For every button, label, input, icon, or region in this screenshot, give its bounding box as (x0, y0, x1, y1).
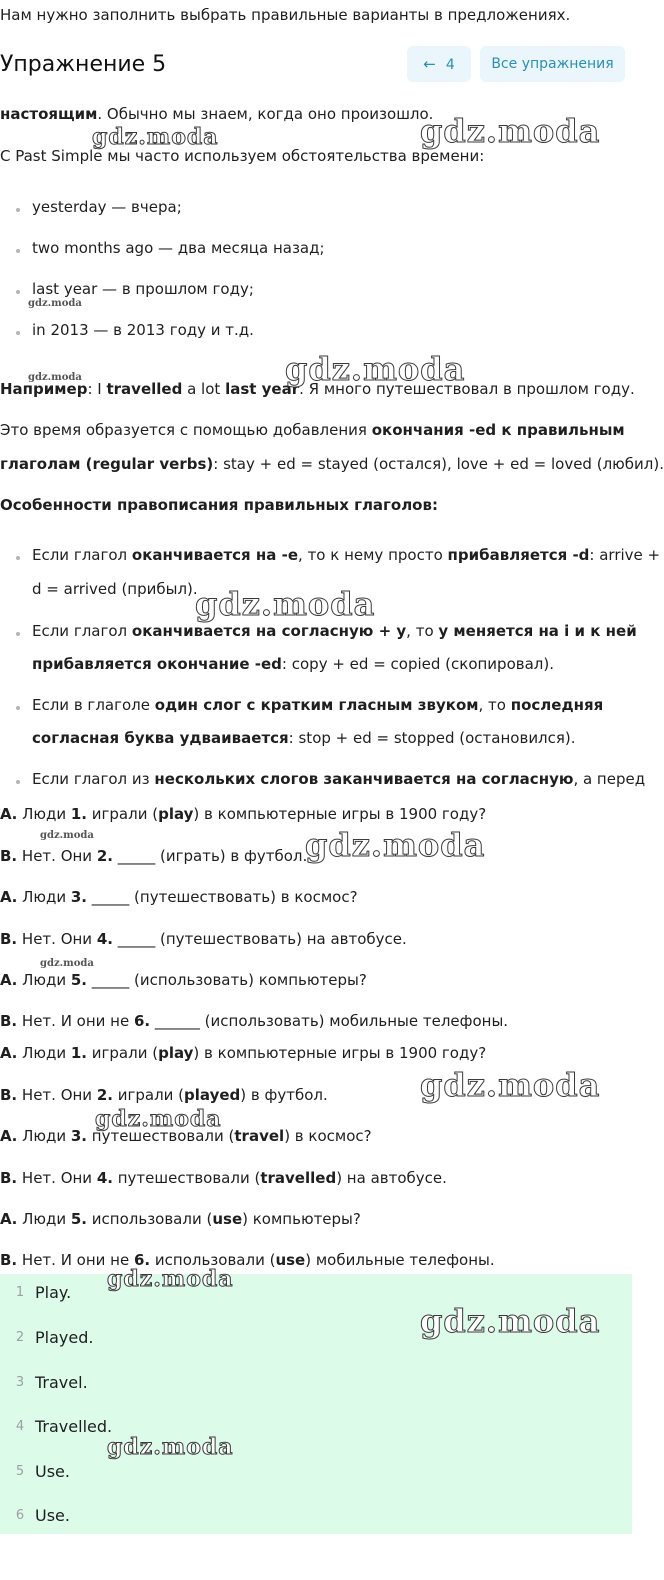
answer-text: Use. (35, 1506, 70, 1525)
verb-answer: travel (234, 1127, 285, 1145)
text: Нет. Они (17, 1086, 97, 1104)
text: ) в космос? (284, 1127, 372, 1145)
text: : copy + ed = copied (скопировал). (281, 655, 554, 673)
watermark-logo: gdz.moda (420, 1066, 601, 1104)
text: ) в футбол. (240, 1086, 328, 1104)
rule-line (32, 770, 645, 788)
text: : I (87, 380, 107, 398)
text: . Я много путешествовал в прошлом году. (299, 380, 635, 398)
watermark-logo: gdz.moda (92, 124, 219, 150)
spelling-title: Особенности правописания правильных глаголов: (0, 496, 438, 514)
intro-text: Нам нужно заполнить выбрать правильные варианты в предложениях. (0, 6, 571, 24)
arrow-left-icon: ← (423, 55, 436, 73)
task-line (0, 930, 407, 948)
answer-text: Travelled. (35, 1417, 113, 1436)
watermark-logo: gdz.moda (420, 1302, 601, 1340)
text: Нет. Они (17, 1169, 97, 1187)
text: Нет. Они (17, 930, 97, 948)
watermark-logo: gdz.moda (305, 826, 486, 864)
text: путешествовали ( (87, 1127, 235, 1145)
watermark-logo: gdz.moda (285, 350, 466, 388)
bold-text: прибавляется -d (447, 546, 590, 564)
rule-line (32, 696, 603, 714)
text: играли ( (87, 805, 159, 823)
formation-line (0, 455, 664, 473)
page-title: Упражнение 5 (0, 52, 167, 77)
task-line (0, 847, 307, 865)
watermark-logo: gdz.moda (107, 1266, 234, 1292)
item-number: 2. (96, 847, 113, 865)
text: _____ (использовать) компьютеры? (87, 971, 367, 989)
text: Это время образуется с помощью добавления (0, 421, 372, 439)
previous-exercise-button[interactable] (407, 46, 471, 82)
item-number: 1. (70, 805, 88, 823)
bold-text: оканчивается на согласную + у (131, 622, 407, 640)
text: использовали ( (150, 1251, 276, 1269)
text: ) на автобусе. (336, 1169, 447, 1187)
answer-number: 3 (15, 1375, 25, 1390)
bold-text: прибавляется окончание -ed (32, 655, 282, 673)
item-number: 4. (96, 930, 113, 948)
answer-text: Use. (35, 1462, 70, 1481)
verb-answer: use (212, 1210, 243, 1228)
text: . Обычно мы знаем, когда оно произошло. (97, 105, 434, 123)
speaker-label: В. (0, 930, 18, 948)
speaker-label: В. (0, 1169, 18, 1187)
text: играли ( (87, 1044, 159, 1062)
bold-text: настоящим (0, 105, 98, 123)
item-number: 6. (133, 1012, 151, 1030)
text: Если в глаголе (32, 696, 155, 714)
verb-hint: play (158, 805, 194, 823)
item-number: 3. (70, 888, 88, 906)
list-item: last year — в прошлом году; (32, 280, 254, 298)
bullet-icon (16, 249, 20, 253)
text: Если глагол (32, 622, 132, 640)
answer-number: 2 (15, 1330, 25, 1345)
speaker-label: А. (0, 805, 18, 823)
theory-line: С Past Simple мы часто используем обстоятельства времени: (0, 147, 485, 165)
text: Люди (17, 805, 71, 823)
answer-text: Play. (35, 1283, 72, 1302)
list-item: yesterday — вчера; (32, 198, 182, 216)
watermark-logo: gdz.moda (195, 585, 376, 623)
text: играли ( (112, 1086, 185, 1104)
watermark-logo: gdz.moda (420, 112, 601, 150)
verb-answer: played (184, 1086, 241, 1104)
rule-line (32, 729, 576, 747)
watermark-logo: gdz.moda (40, 958, 94, 969)
solution-line (0, 1044, 486, 1062)
task-line (0, 805, 486, 823)
speaker-label: А. (0, 888, 18, 906)
text: , а перед (573, 770, 646, 788)
watermark-logo: gdz.moda (95, 1106, 222, 1132)
item-number: 2. (96, 1086, 113, 1104)
speaker-label: В. (0, 1086, 18, 1104)
bold-text: глаголам (regular verbs) (0, 455, 214, 473)
speaker-label: А. (0, 1044, 18, 1062)
bold-text: last year (225, 380, 300, 398)
text: _____ (путешествовать) в космос? (87, 888, 358, 906)
item-number: 1. (70, 1044, 88, 1062)
watermark-logo: gdz.moda (107, 1434, 234, 1460)
item-number: 4. (96, 1169, 113, 1187)
solution-line (0, 1210, 361, 1228)
text: Нет. Они (17, 847, 97, 865)
bullet-icon (16, 632, 20, 636)
bold-text: Например (0, 380, 88, 398)
rule-line: d = arrived (прибыл). (32, 580, 198, 598)
rule-line (32, 546, 660, 564)
answers-panel (0, 1274, 632, 1534)
text: ) в компьютерные игры в 1900 году? (193, 805, 487, 823)
task-line (0, 888, 358, 906)
formation-line (0, 421, 625, 439)
bold-text: согласная буква удваивается (32, 729, 289, 747)
theory-line (0, 105, 433, 123)
text: ) мобильные телефоны. (305, 1251, 495, 1269)
solution-line (0, 1169, 447, 1187)
answer-number: 6 (15, 1508, 25, 1523)
text: Если глагол (32, 546, 132, 564)
bullet-icon (16, 780, 20, 784)
all-exercises-button[interactable]: Все упражнения (480, 46, 625, 82)
answer-number: 5 (15, 1464, 25, 1479)
text: Люди (17, 1210, 71, 1228)
text: : stay + ed = stayed (остался), love + ed = loved (любил). (213, 455, 664, 473)
task-line (0, 1012, 508, 1030)
solution-line (0, 1086, 328, 1104)
text: Если глагол из (32, 770, 155, 788)
bold-text: у меняется на i и к ней (438, 622, 637, 640)
solution-line (0, 1251, 495, 1269)
text: , то (406, 622, 439, 640)
speaker-label: В. (0, 1012, 18, 1030)
task-line (0, 971, 367, 989)
bold-text: нескольких слогов заканчивается на согласную (154, 770, 574, 788)
text: , то к нему просто (298, 546, 448, 564)
bullet-icon (16, 331, 20, 335)
text: : stop + ed = stopped (остановился). (288, 729, 576, 747)
text: ______ (использовать) мобильные телефоны. (150, 1012, 509, 1030)
bullet-icon (16, 208, 20, 212)
text: , то (478, 696, 511, 714)
verb-answer: play (158, 1044, 194, 1062)
bold-text: оканчивается на -е (131, 546, 299, 564)
speaker-label: В. (0, 847, 18, 865)
item-number: 6. (133, 1251, 151, 1269)
bullet-icon (16, 290, 20, 294)
answer-text: Played. (35, 1328, 94, 1347)
text: путешествовали ( (112, 1169, 261, 1187)
watermark-logo: gdz.moda (28, 372, 82, 383)
text: Люди (17, 888, 71, 906)
text: ) компьютеры? (242, 1210, 361, 1228)
text: ) в компьютерные игры в 1900 году? (193, 1044, 487, 1062)
answer-number: 4 (15, 1419, 25, 1434)
bold-text: travelled (106, 380, 183, 398)
speaker-label: В. (0, 1251, 18, 1269)
text: Нет. И они не (17, 1251, 134, 1269)
bold-text: последняя (510, 696, 604, 714)
item-number: 5. (70, 1210, 88, 1228)
bullet-icon (16, 556, 20, 560)
item-number: 3. (70, 1127, 88, 1145)
text: a lot (182, 380, 226, 398)
text: Люди (17, 971, 71, 989)
text: Люди (17, 1127, 71, 1145)
item-number: 5. (70, 971, 88, 989)
example-line (0, 380, 635, 398)
answer-text: Travel. (35, 1373, 88, 1392)
text: _____ (путешествовать) на автобусе. (112, 930, 407, 948)
speaker-label: А. (0, 1127, 18, 1145)
list-item: two months ago — два месяца назад; (32, 239, 325, 257)
watermark-logo: gdz.moda (28, 298, 82, 309)
previous-exercise-label: 4 (445, 57, 455, 73)
text: Нет. И они не (17, 1012, 134, 1030)
bullet-icon (16, 706, 20, 710)
speaker-label: А. (0, 971, 18, 989)
verb-answer: travelled (260, 1169, 337, 1187)
verb-answer: use (275, 1251, 306, 1269)
rule-line (32, 622, 637, 640)
watermark-logo: gdz.moda (40, 830, 94, 841)
answer-number: 1 (15, 1285, 25, 1300)
text: : arrive + (589, 546, 661, 564)
speaker-label: А. (0, 1210, 18, 1228)
solution-line (0, 1127, 372, 1145)
rule-line (32, 655, 554, 673)
text: использовали ( (87, 1210, 213, 1228)
bold-text: окончания -ed к правильным (371, 421, 625, 439)
bold-text: один слог с кратким гласным звуком (154, 696, 479, 714)
text: Люди (17, 1044, 71, 1062)
list-item: in 2013 — в 2013 году и т.д. (32, 321, 254, 339)
text: _____ (играть) в футбол. (112, 847, 308, 865)
